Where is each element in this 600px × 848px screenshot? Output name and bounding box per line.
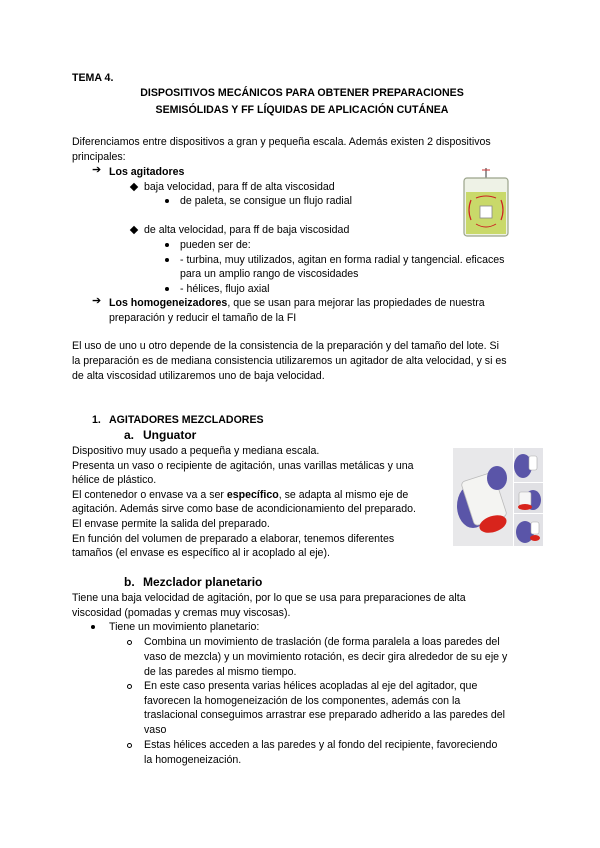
planetario-bullet: Tiene un movimiento planetario: <box>109 621 260 633</box>
low-speed-sub: de paleta, se consigue un flujo radial <box>180 195 352 207</box>
planetario-c2-line2: favorecen la homogeneización de los componentes, además con la <box>144 695 461 707</box>
homogeneizadores-rest: , que se usan para mejorar las propiedades de nuestra <box>227 297 485 309</box>
diamond-bullet-icon <box>130 183 138 191</box>
arrow-bullet-icon: ➔ <box>92 164 102 176</box>
tema-label: TEMA 4. <box>72 72 114 84</box>
homogeneizadores-heading: Los homogeneizadores <box>109 297 228 309</box>
planetario-c1-line2: vaso de mezcla) y un movimiento rotación, es decir gira alrededor de su eje y <box>144 651 508 663</box>
unguator-line7: En función del volumen de preparado a elaborar, tenemos diferentes <box>72 533 395 545</box>
planetario-c2-line4: vaso <box>144 724 167 736</box>
intro-line1: Diferenciamos entre dispositivos a gran y pequeña escala. Además existen 2 dispositivos <box>72 136 491 148</box>
planetario-c2-line1: En este caso presenta varias hélices acopladas al eje del agitador, que <box>144 680 478 692</box>
high-speed-sub2-line1: - turbina, muy utilizados, agitan en forma radial y tangencial. eficaces <box>180 254 505 266</box>
unguator-photo-collage <box>453 448 543 546</box>
paragraph-line1: El uso de uno u otro depende de la consistencia de la preparación y del tamaño del lote. Si <box>72 340 499 352</box>
planetario-c2-line3: traslacional conseguimos arrastrar ese preparado adherido a las paredes del <box>144 709 505 721</box>
high-speed-sub2-line2: para un amplio rango de viscosidades <box>180 268 359 280</box>
low-speed-text: baja velocidad, para ff de alta viscosidad <box>144 181 335 193</box>
bullet-circle-icon <box>127 640 132 645</box>
planetario-c3-line2: la homogeneización. <box>144 754 242 766</box>
page-title-line2: SEMISÓLIDAS Y FF LÍQUIDAS DE APLICACIÓN CUTÁNEA <box>155 104 449 116</box>
intro-line2: principales: <box>72 151 126 163</box>
bullet-dot-icon <box>165 287 169 291</box>
unguator-line4 <box>72 488 408 503</box>
bullet-dot-icon <box>165 199 169 203</box>
unguator-line4-bold: específico <box>226 489 279 501</box>
unguator-line6: El envase permite la salida del preparado. <box>72 518 270 530</box>
unguator-line5: agitación. Además sirve como base de acondicionamiento del preparado. <box>72 503 416 515</box>
unguator-line4-a: El contenedor o envase va a ser <box>72 489 227 501</box>
paragraph-line2: la preparación es de mediana consistencia utilizaremos un agitador de alta velocidad, y si es <box>72 355 507 367</box>
high-speed-sub3: - hélices, flujo axial <box>180 283 270 295</box>
planetario-c1-line3: de las paredes al mismo tiempo. <box>144 666 297 678</box>
bullet-circle-icon <box>127 684 132 689</box>
page-title-line1: DISPOSITIVOS MECÁNICOS PARA OBTENER PREPARACIONES <box>140 87 464 99</box>
planetario-line1: Tiene una baja velocidad de agitación, por lo que se usa para preparaciones de alta <box>72 592 466 604</box>
bullet-dot-icon <box>91 625 95 629</box>
subsection-b-title: Mezclador planetario <box>143 575 263 589</box>
high-speed-text: de alta velocidad, para ff de baja viscosidad <box>144 224 350 236</box>
bullet-dot-icon <box>165 258 169 262</box>
unguator-line2: Presenta un vaso o recipiente de agitación, unas varillas metálicas y una <box>72 460 414 472</box>
arrow-bullet-icon: ➔ <box>92 295 102 307</box>
unguator-line3: hélice de plástico. <box>72 474 157 486</box>
subsection-b-letter: b. <box>124 575 135 589</box>
bullet-dot-icon <box>165 243 169 247</box>
section-number: 1. <box>92 414 101 426</box>
bullet-circle-icon <box>127 743 132 748</box>
homogeneizadores-line2: preparación y reducir el tamaño de la FI <box>109 312 297 324</box>
stirrer-beaker-illustration <box>456 166 516 238</box>
paragraph-line3: de alta viscosidad utilizaremos uno de baja velocidad. <box>72 370 325 382</box>
planetario-c3-line1: Estas hélices acceden a las paredes y al fondo del recipiente, favoreciendo <box>144 739 498 751</box>
unguator-line4-c: , se adapta al mismo eje de <box>278 489 409 501</box>
subsection-a-letter: a. <box>124 428 135 442</box>
section-title: AGITADORES MEZCLADORES <box>109 414 264 426</box>
agitadores-heading: Los agitadores <box>109 166 185 178</box>
unguator-line8: tamaños (el envase es específico al ir acoplado al eje). <box>72 547 330 559</box>
high-speed-sub1: pueden ser de: <box>180 239 251 251</box>
diamond-bullet-icon <box>130 226 138 234</box>
unguator-line1: Dispositivo muy usado a pequeña y mediana escala. <box>72 445 320 457</box>
planetario-line2: viscosidad (pomadas y cremas muy viscosas). <box>72 607 291 619</box>
planetario-c1-line1: Combina un movimiento de traslación (de forma paralela a loas paredes del <box>144 636 500 648</box>
homogeneizadores-line1 <box>109 296 485 311</box>
subsection-a-title: Unguator <box>143 428 197 442</box>
